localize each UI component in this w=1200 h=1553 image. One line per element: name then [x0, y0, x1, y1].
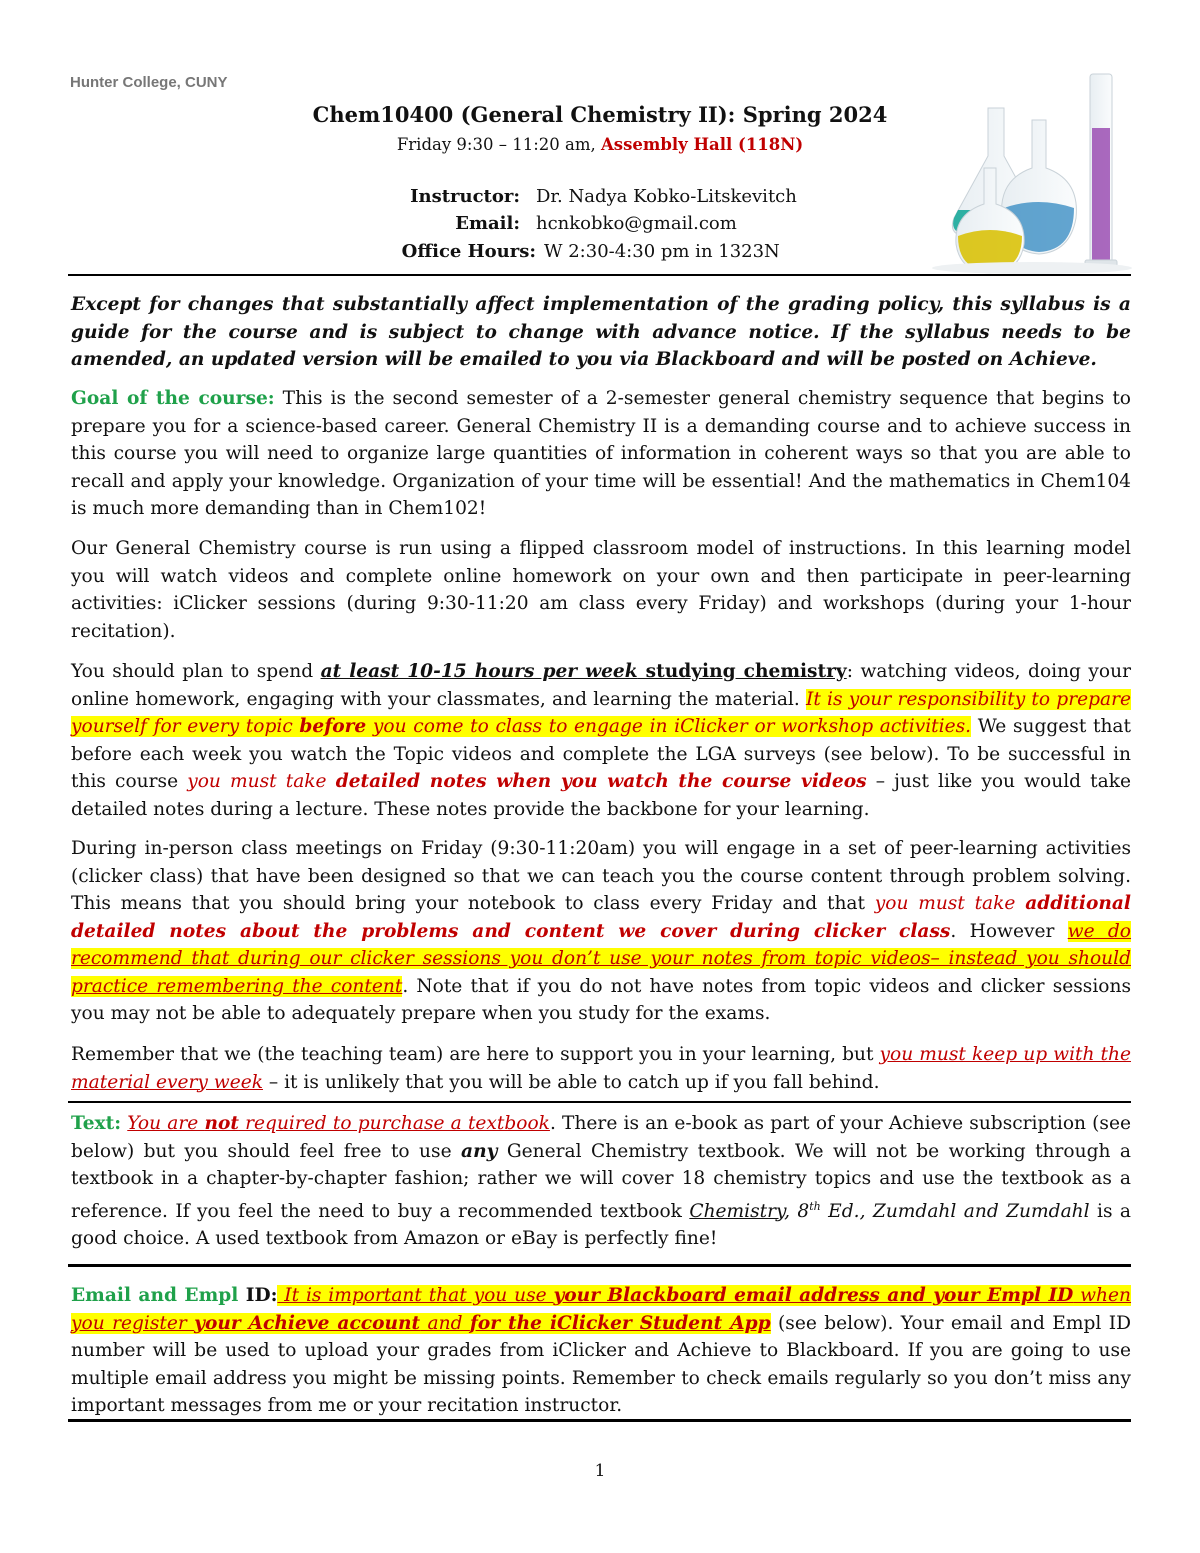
- goal-paragraph: [71, 385, 1131, 523]
- in-person-paragraph: [71, 835, 1131, 1028]
- instructor-value: Dr. Nadya Kobko-Litskevitch: [536, 186, 797, 207]
- course-title: Chem10400 (General Chemistry II): Spring 2024: [312, 102, 888, 127]
- additional-notes-emphasis: additional detailed notes about the problems and content we cover during clicker class: [71, 893, 1131, 942]
- any-emphasis: any: [461, 1140, 498, 1162]
- remember-text: – it is unlikely that you will be able to catch up if you fall behind.: [262, 1071, 880, 1093]
- email-section-top-rule: [68, 1264, 1131, 1267]
- text-section-paragraph: [71, 1110, 1131, 1253]
- text-label: Text:: [71, 1113, 122, 1134]
- edition-superscript: th: [809, 1199, 821, 1213]
- hours-per-week: at least 10-15 hours per week: [320, 661, 638, 682]
- remember-paragraph: [71, 1041, 1131, 1096]
- inperson-text: During in-person class meetings on Friday (9:30-11:20am) you will engage in a set of peer-learning activities (clicker class) that have been designed so that we can teach you the course content through problem solving. This means that you should bring your notebook to class every Friday and that: [71, 838, 1131, 914]
- office-hours-value: W 2:30-4:30 pm in 1323N: [544, 241, 780, 262]
- book-authors: Ed., Zumdahl and Zumdahl: [820, 1200, 1090, 1222]
- book-edition: , 8: [784, 1200, 810, 1222]
- schedule-time: Friday 9:30 – 11:20 am,: [396, 135, 596, 154]
- highlight-text: It is important that you use: [277, 1285, 554, 1306]
- instructor-label: Instructor:: [410, 186, 520, 207]
- iclicker-app-emphasis: for the iClicker Student App: [469, 1312, 771, 1334]
- inperson-text: . However: [950, 920, 1068, 942]
- plan-text: – just like you would take detailed notes during a lecture. These notes provide the backbone for your learning.: [71, 771, 1131, 820]
- class-schedule: [310, 135, 890, 154]
- email-section-paragraph: [71, 1282, 1131, 1420]
- text-section-top-rule: [68, 1101, 1131, 1103]
- highlight-text: you come to class to engage in iClicker or workshop activities.: [366, 716, 972, 737]
- schedule-room: Assembly Hall (118N): [600, 135, 804, 154]
- highlight-text: and: [420, 1312, 470, 1334]
- not-required-text: You are: [127, 1113, 205, 1134]
- book-title: Chemistry: [689, 1200, 785, 1222]
- inperson-text: . Note that if you do not have notes from topic videos and clicker sessions you may not be able to adequately prepare when you study for the exams.: [71, 975, 1131, 1024]
- plan-text: We suggest that before each week you watch the Topic videos and complete the LGA surveys (see below). To be successful in this course: [71, 716, 1131, 792]
- before-emphasis: before: [299, 716, 367, 737]
- goal-text: This is the second semester of a 2-semester general chemistry sequence that begins to prepare you for a science-based career. General Chemistry II is a demanding course and to achieve success in this course you will need to organize large quantities of information in coherent ways so that you are able to recall and apply your knowledge. Organization of your time will be essential! And the mathematics in Chem104 is much more demanding than in Chem102!: [71, 388, 1131, 519]
- email-section-bottom-rule: [68, 1419, 1131, 1422]
- must-take-emphasis: you must take: [874, 893, 1026, 914]
- email-id-label: ID:: [238, 1285, 278, 1306]
- office-hours-label: Office Hours:: [401, 241, 536, 262]
- study-plan-paragraph: [71, 658, 1131, 823]
- not-required-emphasis: [127, 1113, 550, 1134]
- text-section-text: . There is an e-book as part of your Achieve subscription (see below) but you should feel free to use: [71, 1113, 1131, 1162]
- text-section-text: General Chemistry textbook. We will not be working through a textbook in a chapter-by-chapter fashion; rather we will cover 18 chemistry topics and use the textbook as a reference. If you feel the need to buy a recommended textbook: [71, 1140, 1131, 1222]
- email-value[interactable]: hcnkobko@gmail.com: [536, 213, 737, 234]
- keep-up-emphasis: you must keep up with the material every week: [71, 1044, 1131, 1093]
- not-emphasis: not: [204, 1113, 239, 1134]
- page-number: 1: [594, 1461, 606, 1481]
- college-name: Hunter College, CUNY: [70, 74, 228, 91]
- plan-text: : watching videos, doing your online homework, engaging with your classmates, and learning the material.: [71, 661, 1131, 710]
- disclaimer-paragraph: Except for changes that substantially affect implementation of the grading policy, this syllabus is a guide for the course and is subject to change with advance notice. If the syllabus needs to be amended, an updated version will be emailed to you via Blackboard and will be posted on Achieve.: [71, 294, 1131, 370]
- header-divider: [68, 274, 1131, 276]
- goal-label: Goal of the course:: [71, 388, 275, 409]
- plan-text: You should plan to spend: [71, 661, 321, 682]
- remember-text: Remember that we (the teaching team) are here to support you in your learning, but: [71, 1044, 880, 1065]
- text-section-text: is a good choice. A used textbook from Amazon or eBay is perfectly fine!: [71, 1200, 1131, 1250]
- flipped-classroom-paragraph: Our General Chemistry course is run using a flipped classroom model of instructions. In this learning model you will watch videos and complete online homework on your own and then participate in peer-learning activities: iClicker sessions (during 9:30-11:20 am class every Friday) and workshops (during your 1-hour recitation).: [71, 538, 1131, 642]
- recommend-highlight: we do recommend that during our clicker sessions you don’t use your notes from topic videos– instead you should practice remembering the content: [71, 920, 1131, 997]
- highlight-text: It is your responsibility to prepare yourself for every topic: [71, 688, 1131, 737]
- highlight-text: when you register: [71, 1285, 1132, 1334]
- achieve-account-emphasis: your Achieve account: [194, 1312, 421, 1334]
- not-required-text: required to purchase a textbook: [238, 1113, 550, 1134]
- lab-glassware-image: [930, 68, 1135, 278]
- notes-emphasis: you must take: [187, 771, 336, 792]
- email-label: Email:: [455, 213, 520, 234]
- blackboard-email-emphasis: your Blackboard email address and your Empl ID: [553, 1285, 1074, 1306]
- detailed-notes-emphasis: detailed notes when you watch the course videos: [335, 771, 867, 792]
- email-section-text: (see below). Your email and Empl ID number will be used to upload your grades from iClicker and Achieve to Blackboard. If you are going to use multiple email address you might be missing points. Remember to check emails regularly so you don’t miss any important messages from me or your recitation instructor.: [71, 1312, 1131, 1416]
- email-label: Email and Empl: [71, 1285, 239, 1306]
- studying-chemistry: studying chemistry: [637, 661, 847, 682]
